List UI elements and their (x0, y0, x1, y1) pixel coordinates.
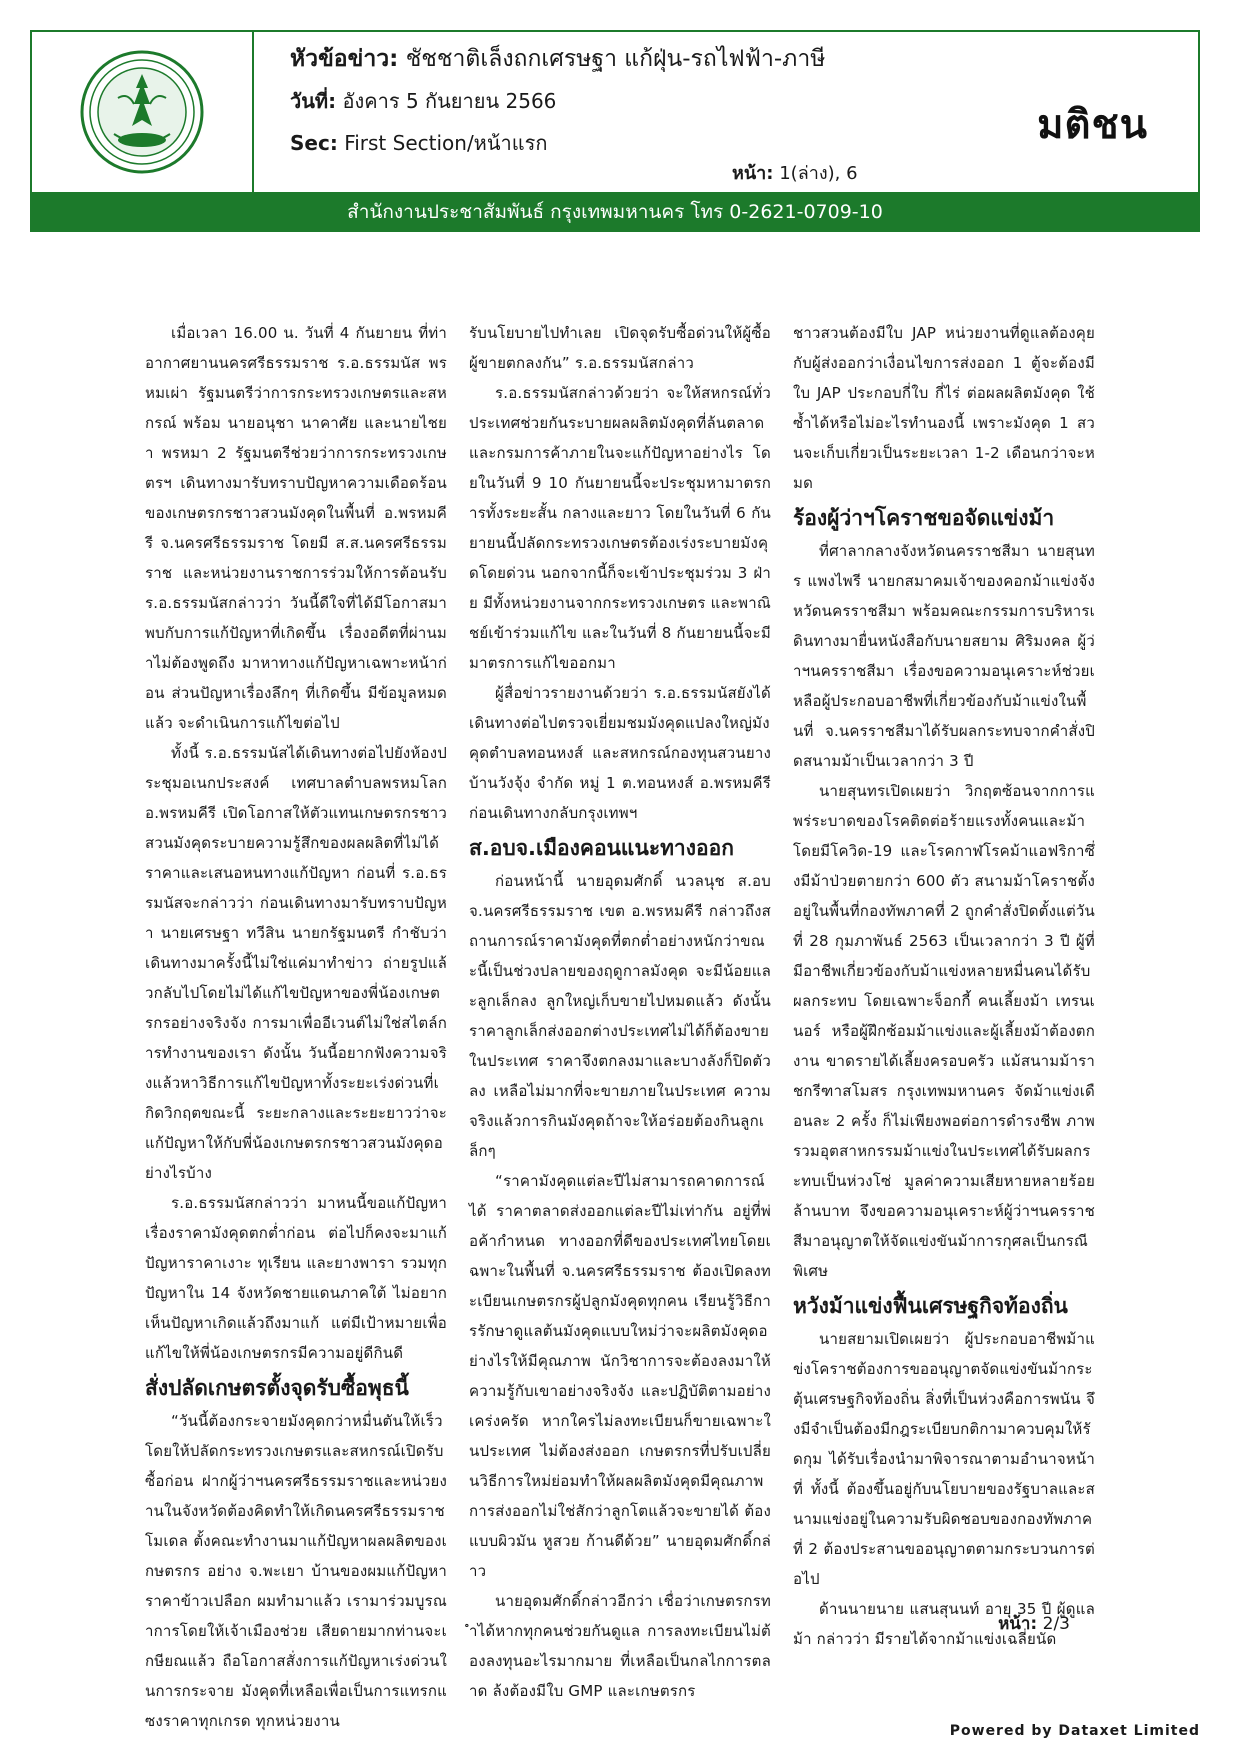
headline-label: หัวข้อข่าว: (290, 46, 399, 72)
paragraph: ทั้งนี้ ร.อ.ธรรมนัสได้เดินทางต่อไปยังห้องประชุมอเนกประสงค์ เทศบาลตำบลพรหมโลก อ.พรหมคีรี เปิดโอกาสให้ตัวแทนเกษตรกรชาวสวนมังคุดระบายความรู้สึกของผลผลิตที่ไม่ได้ราคาและเสนอหนทางแก้ปัญหา ก่อนที่ ร.อ.ธรรมนัสจะกล่าวว่า ก่อนเดินทางมารับทราบปัญหา นายเศรษฐา ทวีสิน นายกรัฐมนตรี กำชับว่า เดินทางมาครั้งนี้ไม่ใช่แค่มาทำข่าว ถ่ายรูปแล้วกลับไปโดยไม่ได้แก้ไขปัญหาของพี่น้องเกษตรกรอย่างจริงจัง การมาเพื่ออีเวนต์ไม่ใช่สไตล์การทำงานของเรา ดังนั้น วันนี้อยากฟังความจริงแล้วหาวิธีการแก้ไขปัญหาทั้งระยะเร่งด่วนที่เกิดวิกฤตขณะนี้ ระยะกลางและระยะยาวว่าจะแก้ปัญหาให้กับพี่น้องเกษตรกรชาวสวนมังคุดอย่างไรบ้าง (145, 744, 447, 1182)
date-row (290, 88, 930, 114)
date: อังคาร 5 กันยายน 2566 (342, 89, 557, 113)
clip-metadata (290, 46, 930, 172)
paragraph: “ราคามังคุดแต่ละปีไม่สามารถคาดการณ์ได้ ราคาตลาดส่งออกแต่ละปีไม่เท่ากัน อยู่ที่พ่อค้ากำหนด ทางออกที่ดีของประเทศไทยโดยเฉพาะในพื้นที่ จ.นครศรีธรรมราช ต้องเปิดลงทะเบียนเกษตรกรผู้ปลูกมังคุดทุกคน เรียนรู้วิธีการรักษาดูแลต้นมังคุดแบบใหม่ว่าจะผลิตมังคุดอย่างไรให้มีคุณภาพ นักวิชาการจะต้องลงมาให้ความรู้กับเขาอย่างจริงจัง และปฏิบัติตามอย่างเคร่งครัด หากใครไม่ลงทะเบียนก็ขายเฉพาะในประเทศ ไม่ต้องส่งออก เกษตรกรที่ปรับเปลี่ยนวิธีการใหม่ย่อมทำให้ผลผลิตมังคุดมีคุณภาพ การส่งออกไม่ใช่สักว่าลูกโตแล้วจะขายได้ ต้องแบบผิวมัน หูสวย ก้านดีด้วย” นายอุดมศักดิ์กล่าว (469, 1172, 771, 1580)
headline-row (290, 46, 930, 72)
footer-page-number (998, 1610, 1070, 1637)
page-reference (732, 158, 858, 187)
paragraph: ที่ศาลากลางจังหวัดนครราชสีมา นายสุนทร แพงไพรี นายกสมาคมเจ้าของคอกม้าแข่งจังหวัดนครราชสีมา พร้อมคณะกรรมการบริหารเดินทางมายื่นหนังสือกับนายสยาม ศิริมงคล ผู้ว่าฯนครราชสีมา เรื่องขอความอนุเคราะห์ช่วยเหลือผู้ประกอบอาชีพที่เกี่ยวข้องกับม้าแข่งในพื้นที่ จ.นครราชสีมาได้รับผลกระทบจากคำสั่งปิดสนามม้าเป็นเวลากว่า 3 ปี (793, 542, 1095, 770)
powered-by: Powered by Dataxet Limited (949, 1723, 1200, 1739)
headline: ชัชชาติเล็งถกเศรษฐา แก้ฝุ่น-รถไฟฟ้า-ภาษี (405, 46, 826, 72)
paragraph: ร.อ.ธรรมนัสกล่าวด้วยว่า จะให้สหกรณ์ทั่วประเทศช่วยกันระบายผลผลิตมังคุดที่ล้นตลาด และกรมการค้าภายในจะแก้ปัญหาอย่างไร โดยในวันที่ 9 10 กันยายนนี้จะประชุมหามาตรการทั้งระยะสั้น กลางและยาว โดยในวันที่ 6 กันยายนนี้ปลัดกระทรวงเกษตรต้องเร่งระบายมังคุดโดยด่วน นอกจากนี้ก็จะเข้าประชุมร่วม 3 ฝ่าย มีทั้งหน่วยงานจากกระทรวงเกษตร และพาณิชย์เข้าร่วมแก้ไข และในวันที่ 8 กันยายนนี้จะมีมาตรการแก้ไขออกมา (469, 384, 771, 672)
subheading: ส.อบจ.เมืองคอนแนะทางออก (469, 836, 734, 860)
bangkok-seal-icon (78, 48, 206, 176)
office-contact: สำนักงานประชาสัมพันธ์ กรุงเทพมหานคร โทร 0-2621-0709-10 (347, 201, 883, 223)
paragraph: นายอุดมศักดิ์กล่าวอีกว่า เชื่อว่าเกษตรกรทำได้หากทุกคนช่วยกันดูแล การลงทะเบียนไม่ต้องลงทุนอะไรมากมาย ที่เหลือเป็นกลไกการตลาด ล้งต้องมีใบ GMP และเกษตรกร (469, 1592, 771, 1700)
article-column-2 (469, 318, 771, 1736)
publication-name: มติชน (1037, 102, 1148, 148)
paragraph: ก่อนหน้านี้ นายอุดมศักดิ์ นวลนุช ส.อบจ.นครศรีธรรมราช เขต อ.พรหมคีรี กล่าวถึงสถานการณ์ราคามังคุดที่ตกต่ำอย่างหนักว่าขณะนี้เป็นช่วงปลายของฤดูกาลมังคุด จะมีน้อยและลูกเล็กลง ลูกใหญ่เก็บขายไปหมดแล้ว ดังนั้น ราคาลูกเล็กส่งออกต่างประเทศไม่ได้ก็ต้องขายในประเทศ ราคาจึงตกลงมาและบางลังก็ปิดตัวลง เหลือไม่มากที่จะขายภายในประเทศ ความจริงแล้วการกินมังคุดถ้าจะให้อร่อยต้องกินลูกเล็กๆ (469, 872, 771, 1160)
news-clip-header (30, 30, 1200, 232)
paragraph: ชาวสวนต้องมีใบ JAP หน่วยงานที่ดูแลต้องคุยกับผู้ส่งออกว่าเงื่อนไขการส่งออก 1 ตู้จะต้องมีใบ JAP ประกอบกี่ใบ กี่ไร่ ต่อผลผลิตมังคุด ใช้ซ้ำได้หรือไม่อะไรทำนองนี้ เพราะมังคุด 1 สวนจะเก็บเกี่ยวเป็นระยะเวลา 1-2 เดือนกว่าจะหมด (793, 324, 1095, 492)
section-row (290, 130, 930, 156)
article-column-1 (145, 318, 447, 1736)
office-contact-bar (32, 192, 1198, 232)
logo-panel (32, 32, 254, 192)
subheading: ร้องผู้ว่าฯโคราชขอจัดแข่งม้า (793, 506, 1055, 530)
paragraph: ด้านนายนาย แสนสุนนท์ อายุ 35 ปี ผู้ดูแลม้า กล่าวว่า มีรายได้จากม้าแข่งเฉลี่ยนัด (793, 1600, 1095, 1648)
article-column-3 (793, 318, 1095, 1736)
subheading: สั่งปลัดเกษตรตั้งจุดรับซื้อพุธนี้ (145, 1376, 409, 1400)
footer-page-value: 2/3 (1042, 1614, 1070, 1634)
paragraph: เมื่อเวลา 16.00 น. วันที่ 4 กันยายน ที่ท่าอากาศยานนครศรีธรรมราช ร.อ.ธรรมนัส พรหมเผ่า รัฐมนตรีว่าการกระทรวงเกษตรและสหกรณ์ พร้อม นายอนุชา นาคาศัย และนายไชยา พรหมา 2 รัฐมนตรีช่วยว่าการกระทรวงเกษตรฯ เดินทางมารับทราบปัญหาความเดือดร้อนของเกษตรกรชาวสวนมังคุดในพื้นที่ อ.พรหมคีรี จ.นครศรีธรรมราช โดยมี ส.ส.นครศรีธรรมราช และหน่วยงานราชการร่วมให้การต้อนรับ ร.อ.ธรรมนัสกล่าวว่า วันนี้ดีใจที่ได้มีโอกาสมาพบกับการแก้ปัญหาที่เกิดขึ้น เรื่องอดีตที่ผ่านมาไม่ต้องพูดถึง มาหาทางแก้ปัญหาเฉพาะหน้าก่อน ส่วนปัญหาเรื่องลึกๆ ที่เกิดขึ้น มีข้อมูลหมดแล้ว จะดำเนินการแก้ไขต่อไป (145, 324, 447, 732)
paragraph: รับนโยบายไปทำเลย เปิดจุดรับซื้อด่วนให้ผู้ซื้อผู้ขายตกลงกัน” ร.อ.ธรรมนัสกล่าว (469, 324, 771, 372)
paragraph: ร.อ.ธรรมนัสกล่าวว่า มาหนนี้ขอแก้ปัญหาเรื่องราคามังคุดตกต่ำก่อน ต่อไปก็คงจะมาแก้ปัญหาราคาเงาะ ทุเรียน และยางพารา รวมทุกปัญหาใน 14 จังหวัดชายแดนภาคใต้ ไม่อยากเห็นปัญหาเกิดแล้วถึงมาแก้ แต่มีเป้าหมายเพื่อแก้ไขให้พี่น้องเกษตรกรมีความอยู่ดีกินดี (145, 1194, 447, 1362)
section-label: Sec: (290, 131, 338, 155)
footer-page-label: หน้า: (998, 1614, 1038, 1634)
paragraph: “วันนี้ต้องกระจายมังคุดกว่าหมื่นตันให้เร็วโดยให้ปลัดกระทรวงเกษตรและสหกรณ์เปิดรับซื้อก่อน ฝากผู้ว่าฯนครศรีธรรมราชและหน่วยงานในจังหวัดต้องคิดทำให้เกิดนครศรีธรรมราชโมเดล ตั้งคณะทำงานมาแก้ปัญหาผลผลิตของเกษตรกร อย่าง จ.พะเยา บ้านของผมแก้ปัญหาราคาข้าวเปลือก ผมทำมาแล้ว เรามาร่วมบูรณาการโดยให้เจ้าเมืองช่วย เสียดายมากท่านจะเกษียณแล้ว ถือโอกาสสั่งการแก้ปัญหาเร่งด่วนในการกระจาย มังคุดที่เหลือเพื่อเป็นการแทรกแซงราคาทุกเกรด ทุกหน่วยงาน (145, 1412, 447, 1730)
page-number: 1(ล่าง), 6 (779, 163, 858, 184)
paragraph: นายสุนทรเปิดเผยว่า วิกฤตซ้อนจากการแพร่ระบาดของโรคติดต่อร้ายแรงทั้งคนและม้า โดยมีโควิด-19 และโรคกาฬโรคม้าแอฟริกาซึ่งมีม้าป่วยตายกว่า 600 ตัว สนามม้าโคราชตั้งอยู่ในพื้นที่กองทัพภาคที่ 2 ถูกคำสั่งปิดตั้งแต่วันที่ 28 กุมภาพันธ์ 2563 เป็นเวลากว่า 3 ปี ผู้ที่มีอาชีพเกี่ยวข้องกับม้าแข่งหลายหมื่นคนได้รับผลกระทบ โดยเฉพาะจ็อกกี้ คนเลี้ยงม้า เทรนเนอร์ หรือผู้ฝึกซ้อมม้าแข่งและผู้เลี้ยงม้าต้องตกงาน ขาดรายได้เลี้ยงครอบครัว แม้สนามม้าราชกรีฑาสโมสร กรุงเทพมหานคร จัดม้าแข่งเดือนละ 2 ครั้ง ก็ไม่เพียงพอต่อการดำรงชีพ ภาพรวมอุตสาหกรรมม้าแข่งในประเทศได้รับผลกระทบเป็นห่วงโซ่ มูลค่าความเสียหายหลายร้อยล้านบาท จึงขอความอนุเคราะห์ผู้ว่าฯนครราชสีมาอนุญาตให้จัดแข่งขันม้าการกุศลเป็นกรณีพิเศษ (793, 782, 1095, 1280)
paragraph: ผู้สื่อข่าวรายงานด้วยว่า ร.อ.ธรรมนัสยังได้เดินทางต่อไปตรวจเยี่ยมชมมังคุดแปลงใหญ่มังคุดตำบลทอนหงส์ และสหกรณ์กองทุนสวนยางบ้านวังจุ้ง จำกัด หมู่ 1 ต.ทอนหงส์ อ.พรหมคีรี ก่อนเดินทางกลับกรุงเทพฯ (469, 684, 771, 822)
date-label: วันที่: (290, 89, 337, 113)
page-label: หน้า: (732, 163, 774, 184)
section: First Section/หน้าแรก (344, 131, 548, 155)
paragraph: นายสยามเปิดเผยว่า ผู้ประกอบอาชีพม้าแข่งโคราชต้องการขออนุญาตจัดแข่งขันม้ากระตุ้นเศรษฐกิจท้องถิ่น สิ่งที่เป็นห่วงคือการพนัน จึงมีจำเป็นต้องมีกฎระเบียบกติกามาควบคุมให้รัดกุม ได้รับเรื่องนำมาพิจารณาตามอำนาจหน้าที่ ทั้งนี้ ต้องขึ้นอยู่กับนโยบายของรัฐบาลและสนามแข่งอยู่ในความรับผิดชอบของกองทัพภาคที่ 2 ต้องประสานขออนุญาตตามกระบวนการต่อไป (793, 1330, 1095, 1588)
subheading: หวังม้าแข่งฟื้นเศรษฐกิจท้องถิ่น (793, 1294, 1068, 1318)
